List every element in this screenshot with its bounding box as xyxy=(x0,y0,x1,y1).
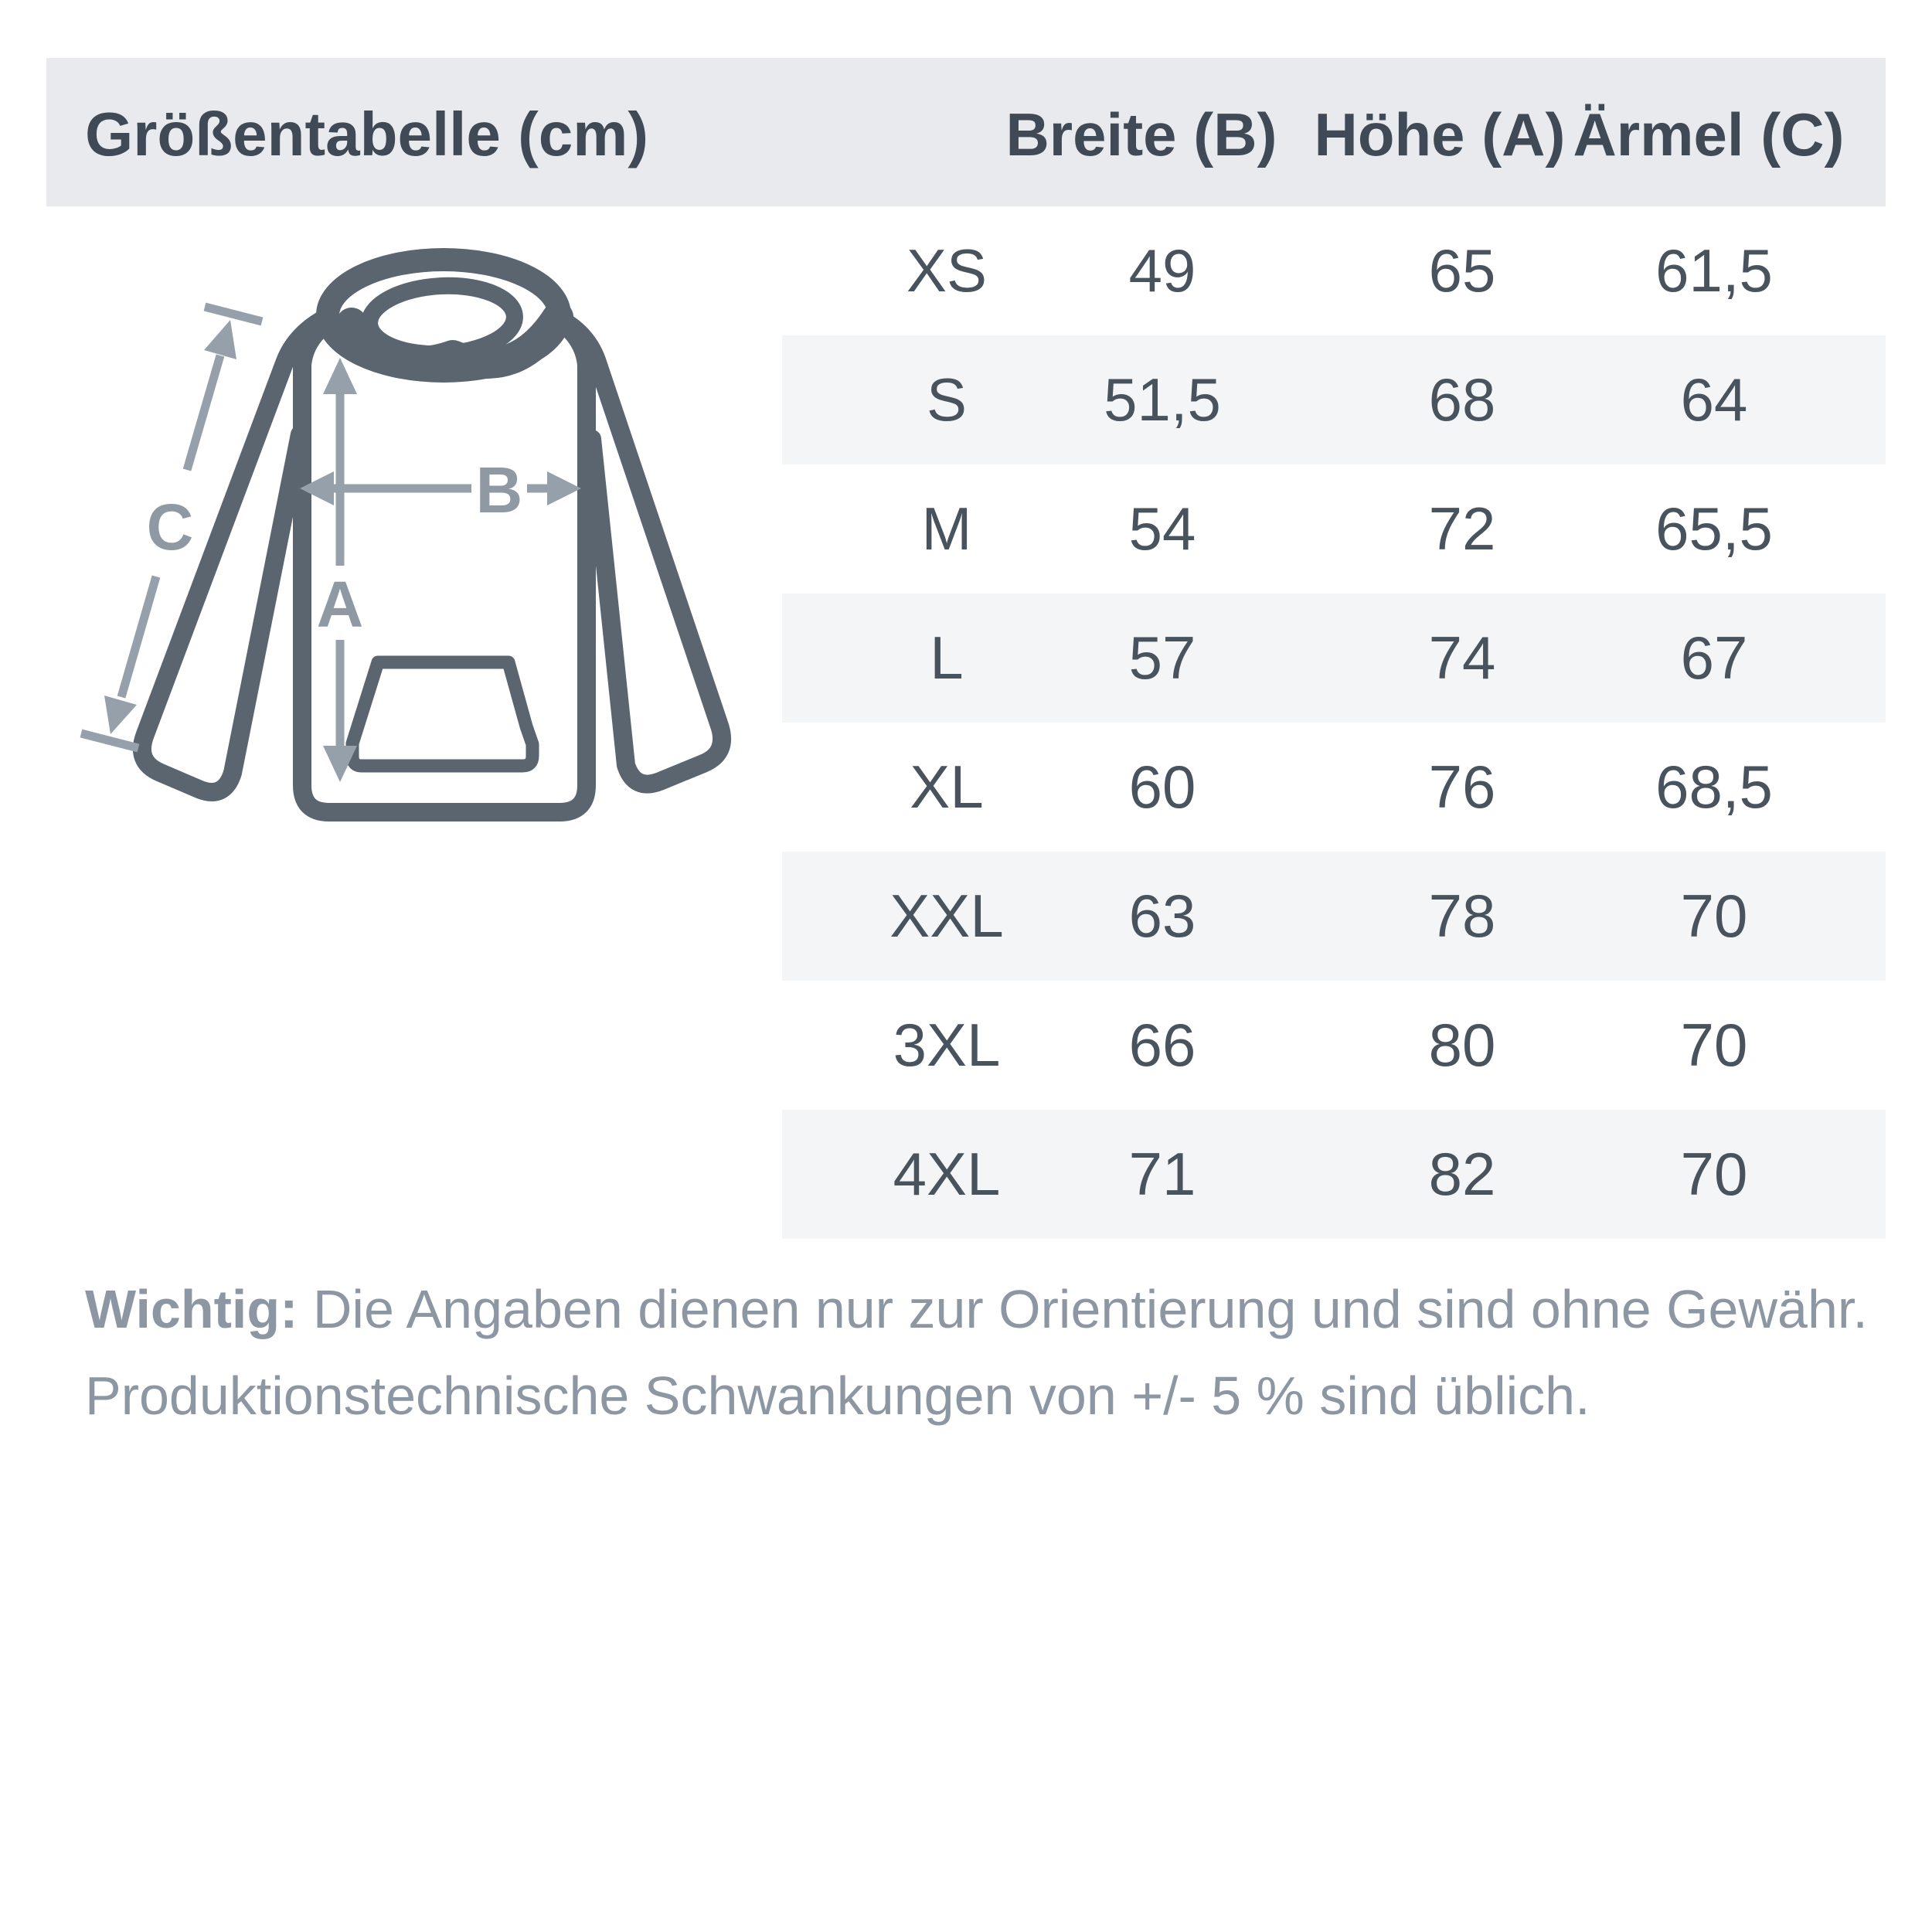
breite-cell: 51,5 xyxy=(1104,366,1221,434)
hood xyxy=(328,260,560,371)
breite-cell: 57 xyxy=(1128,624,1196,692)
size-cell: XS xyxy=(906,236,988,304)
breite-cell: 66 xyxy=(1128,1011,1196,1079)
breite-cell: 71 xyxy=(1128,1140,1196,1208)
measure-c-arrowhead-up xyxy=(204,320,236,359)
measure-c-arrowhead-down xyxy=(104,696,137,734)
measure-label-b: B xyxy=(475,454,523,526)
aermel-cell: 68,5 xyxy=(1655,753,1773,821)
size-cell: L xyxy=(930,624,964,692)
hoodie-diagram-svg xyxy=(62,232,788,881)
hoehe-cell: 74 xyxy=(1428,624,1496,692)
aermel-cell: 70 xyxy=(1680,1140,1748,1208)
column-header-aermel: Ärmel (C) xyxy=(1573,100,1845,168)
size-cell: M xyxy=(921,495,972,563)
size-cell: 4XL xyxy=(893,1140,1001,1208)
measure-label-a: A xyxy=(316,568,364,641)
hoehe-cell: 82 xyxy=(1428,1140,1496,1208)
disclaimer-line-2: Produktionstechnische Schwankungen von +/- 5 % sind üblich. xyxy=(85,1366,1590,1426)
disclaimer-line-1-text: Die Angaben dienen nur zur Orientierung und sind ohne Gewähr. xyxy=(298,1279,1868,1339)
breite-cell: 60 xyxy=(1128,753,1196,821)
table-row xyxy=(782,852,1886,981)
measure-c-shaft-top xyxy=(187,355,220,470)
hoehe-cell: 68 xyxy=(1428,366,1496,434)
hoehe-cell: 80 xyxy=(1428,1011,1496,1079)
hoehe-cell: 78 xyxy=(1428,882,1496,950)
breite-cell: 49 xyxy=(1128,236,1196,304)
table-header-bar xyxy=(46,58,1886,206)
disclaimer-line-1 xyxy=(85,1266,1878,1352)
size-cell: S xyxy=(926,366,968,434)
size-cell: XL xyxy=(910,753,984,821)
aermel-cell: 70 xyxy=(1680,1011,1748,1079)
measure-c-shaft-bottom xyxy=(121,577,156,697)
table-row xyxy=(782,1110,1886,1239)
table-row xyxy=(782,594,1886,723)
size-cell: XXL xyxy=(889,882,1004,950)
measure-c-cap-top xyxy=(205,307,262,321)
table-row xyxy=(782,464,1886,594)
page-title: Größentabelle (cm) xyxy=(85,100,649,168)
size-cell: 3XL xyxy=(893,1011,1001,1079)
aermel-cell: 70 xyxy=(1680,882,1748,950)
breite-cell: 54 xyxy=(1128,495,1196,563)
aermel-cell: 67 xyxy=(1680,624,1748,692)
aermel-cell: 61,5 xyxy=(1655,236,1773,304)
measure-c-cap-bottom xyxy=(81,733,138,748)
column-header-hoehe: Höhe (A) xyxy=(1314,100,1566,168)
table-row xyxy=(782,723,1886,852)
breite-cell: 63 xyxy=(1128,882,1196,950)
hoodie-measurement-diagram xyxy=(62,232,788,881)
disclaimer-note xyxy=(85,1266,1878,1439)
kangaroo-pocket xyxy=(352,662,532,766)
hoehe-cell: 72 xyxy=(1428,495,1496,563)
aermel-cell: 64 xyxy=(1680,366,1748,434)
table-row xyxy=(782,335,1886,464)
measure-label-c: C xyxy=(146,491,194,563)
column-header-breite: Breite (B) xyxy=(1005,100,1277,168)
table-row xyxy=(782,206,1886,335)
hoehe-cell: 76 xyxy=(1428,753,1496,821)
table-row xyxy=(782,981,1886,1110)
size-table-rows xyxy=(782,206,1886,1239)
aermel-cell: 65,5 xyxy=(1655,495,1773,563)
hoehe-cell: 65 xyxy=(1428,236,1496,304)
disclaimer-prefix: Wichtig: xyxy=(85,1279,298,1339)
